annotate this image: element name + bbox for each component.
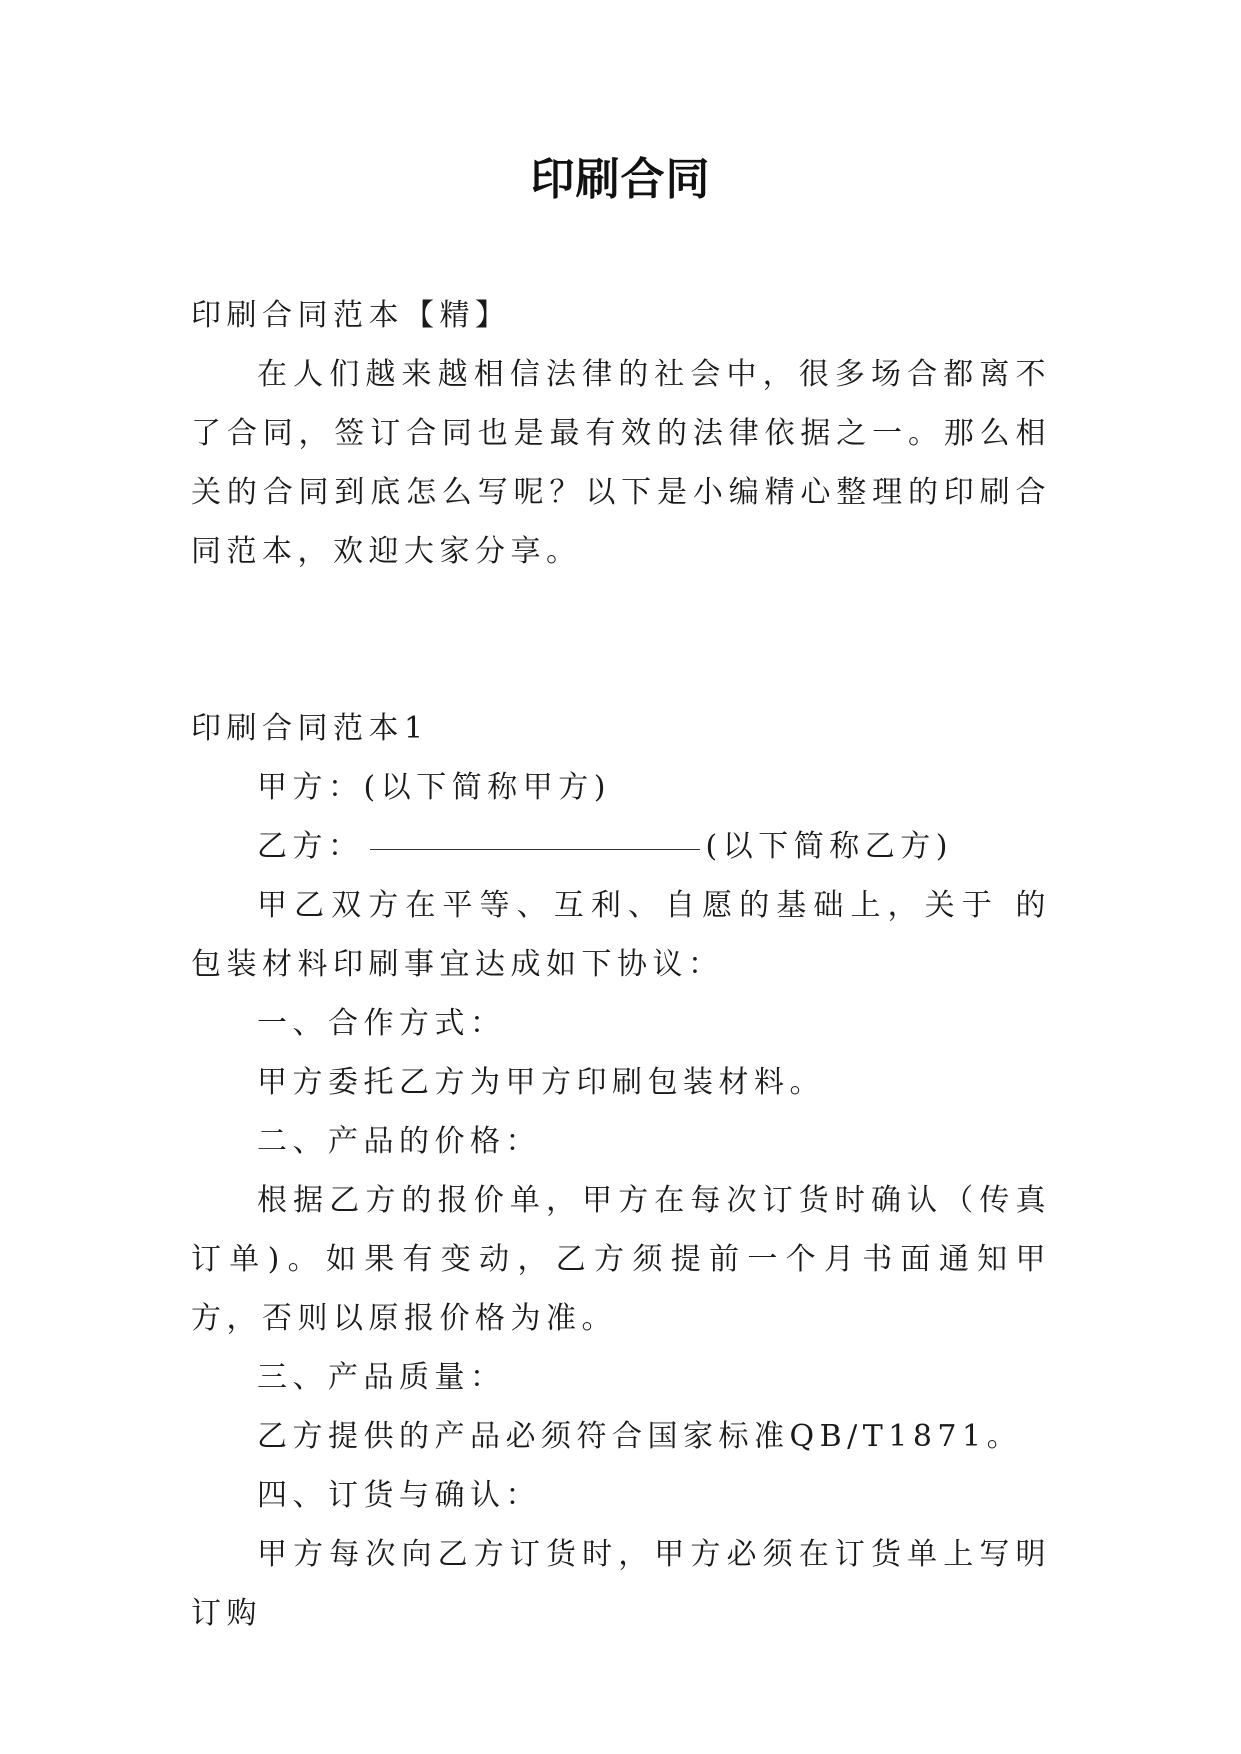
party-b-label: 乙方：	[257, 829, 364, 864]
party-a-line: 甲方：(以下简称甲方)	[257, 770, 611, 805]
section-spacer	[191, 581, 1051, 699]
section-2-text: 根据乙方的报价单，甲方在每次订货时确认（传真订单)。如果有变动，乙方须提前一个月书面通知甲方，否则以原报价格为准。	[191, 1183, 1051, 1336]
main-heading: 印刷合同范本【精】	[191, 298, 511, 333]
preamble-paragraph: 甲乙双方在平等、互利、自愿的基础上，关于 的包装材料印刷事宜达成如下协议：	[191, 888, 1051, 982]
party-b-line	[191, 817, 1051, 876]
section-3-title: 三、产品质量：	[257, 1360, 506, 1395]
intro-paragraph: 在人们越来越相信法律的社会中，很多场合都离不了合同，签订合同也是最有效的法律依据之一。那么相关的合同到底怎么写呢？以下是小编精心整理的印刷合同范本，欢迎大家分享。	[191, 357, 1051, 569]
party-b-blank	[370, 848, 700, 850]
section-4-text: 甲方每次向乙方订货时，甲方必须在订货单上写明订购	[191, 1537, 1051, 1631]
section-2-title: 二、产品的价格：	[257, 1124, 541, 1159]
section-4-title: 四、订货与确认：	[257, 1478, 541, 1513]
document-title: 印刷合同	[530, 154, 711, 205]
section-1-text: 甲方委托乙方为甲方印刷包装材料。	[257, 1065, 825, 1100]
section-1-title: 一、合作方式：	[257, 1006, 506, 1041]
section-3-text: 乙方提供的产品必须符合国家标准QB/T1871。	[257, 1419, 1023, 1454]
party-b-suffix: (以下简称乙方)	[705, 829, 953, 864]
document-body	[191, 286, 1051, 1643]
sample-heading: 印刷合同范本1	[191, 711, 429, 746]
